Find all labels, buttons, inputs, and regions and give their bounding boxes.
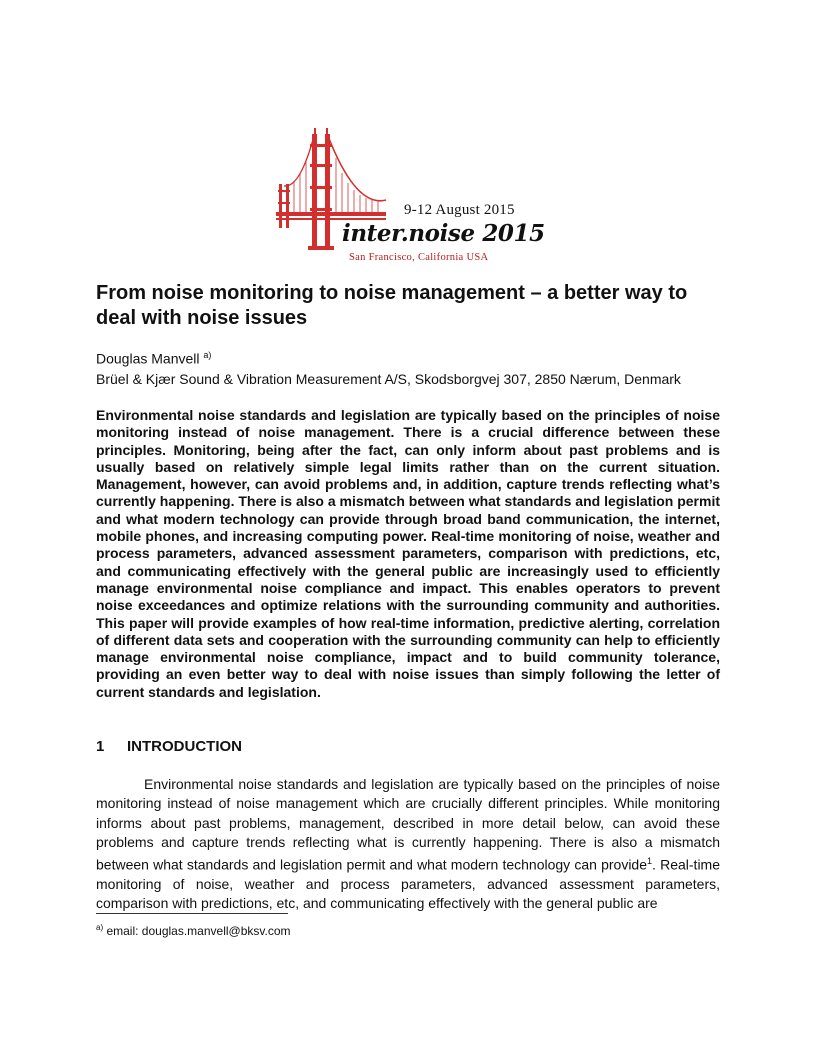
golden-gate-bridge-icon [272, 128, 552, 270]
conference-location: San Francisco, California USA [349, 252, 489, 263]
conference-brand: inter.noise 2015 [342, 220, 545, 247]
section-title: INTRODUCTION [127, 738, 242, 755]
introduction-paragraph [96, 775, 720, 914]
paragraph-text: Environmental noise standards and legislation are typically based on the principles of noise monitoring instead of noise management which are crucially different principles. While monitoring informs about past problems, management, described in more detail below, can avoid these problems and capture trends reflecting what is currently happening. There is also a mismatch between what standards and legislation permit and what modern technology can provide [96, 776, 720, 873]
footnote-divider [96, 913, 288, 914]
abstract: Environmental noise standards and legislation are typically based on the principles of noise monitoring instead of noise management. There is a crucial difference between these principles. Monitoring, being after the fact, can only inform about past problems and is usually based on relatively simple legal limits rather than on the current situation. Management, however, can avoid problems and, in addition, capture trends reflecting what’s currently happening. There is also a mismatch between what standards and legislation permit and what modern technology can provide through broad band communication, the internet, mobile phones, and increasing computing power. Real-time monitoring of noise, weather and process parameters, advanced assessment parameters, comparison with predictions, etc, and communicating effectively with the general public are increasingly used to efficiently manage environmental noise compliance and impact. This enables operators to prevent noise exceedances and optimize relations with the surrounding community and authorities. This paper will provide examples of how real-time information, predictive alerting, correlation of different data sets and cooperation with the surrounding community can help to efficiently manage environmental noise compliance, impact and to build community tolerance, providing an even better way to deal with noise issues than simply following the letter of current standards and legislation. [96, 407, 720, 700]
section-heading [96, 738, 242, 755]
conference-logo [272, 128, 552, 270]
footnote [96, 923, 291, 938]
footnote-marker: a) [96, 923, 104, 932]
paper-title: From noise monitoring to noise management – a better way to deal with noise issues [96, 282, 688, 329]
section-number: 1 [96, 738, 105, 755]
author-affiliation: Brüel & Kjær Sound & Vibration Measurement A/S, Skodsborgvej 307, 2850 Nærum, Denmark [96, 371, 681, 387]
reference-marker: 1 [647, 856, 653, 867]
paragraph-text-continued: . Real-time monitoring of noise, weather and process parameters, advanced assessment parameters, comparison with predictions, etc, and communicating effectively with the general public are [96, 856, 720, 912]
conference-dates: 9-12 August 2015 [404, 202, 515, 218]
affiliation-marker: a) [203, 350, 212, 360]
author-name: Douglas Manvell [96, 350, 200, 367]
author-name-line [96, 350, 211, 367]
footnote-text: email: douglas.manvell@bksv.com [103, 924, 291, 938]
